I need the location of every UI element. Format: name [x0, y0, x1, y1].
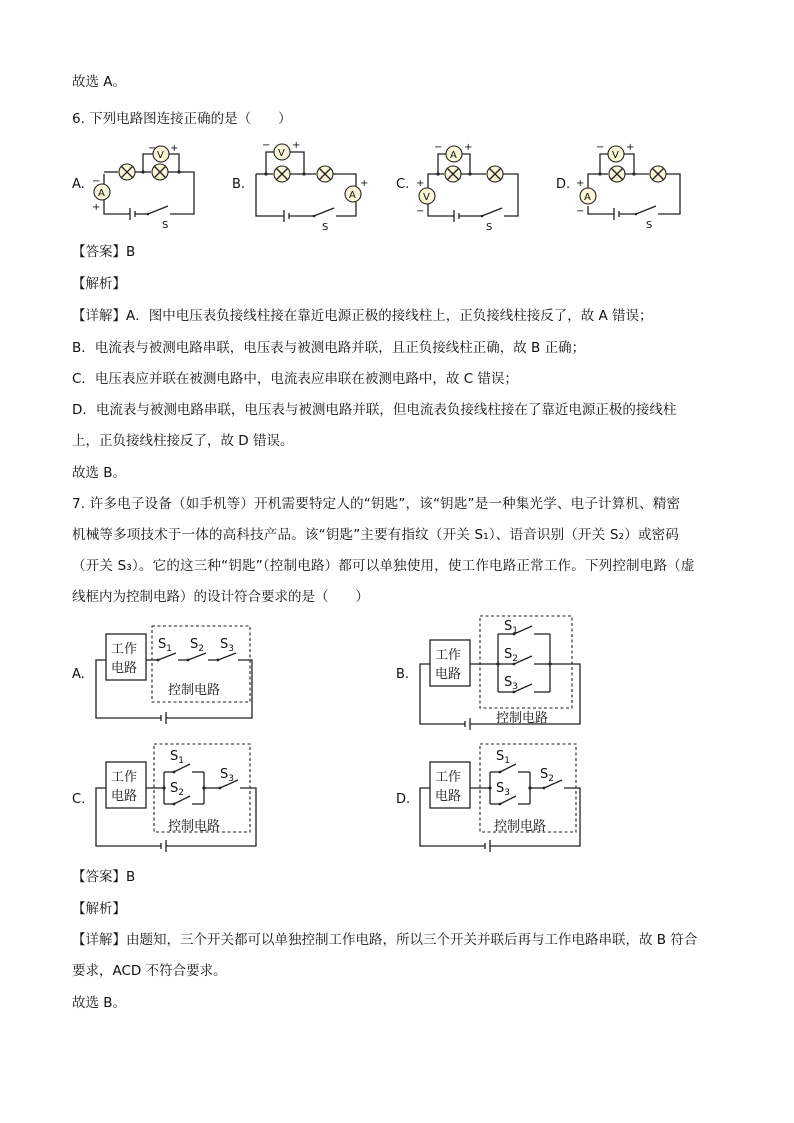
question-7-line-2: 机械等多项技术于一体的高科技产品。该“钥匙”主要有指纹（开关 S₁）、语音识别（开关 S₂）或密码 — [72, 527, 680, 543]
work-circuit-label-line-2: 电路 — [435, 789, 462, 804]
q7-detail-line-2: 要求，ACD 不符合要求。 — [72, 963, 227, 979]
terminal-plus: + — [92, 202, 101, 213]
question-6-title: 6. 下列电路图连接正确的是（ ） — [72, 111, 292, 127]
terminal-minus: − — [416, 206, 425, 217]
q7-option-b: B. — [396, 667, 410, 682]
switch-label: S — [162, 220, 169, 231]
q7-choose: 故选 B。 — [72, 995, 127, 1011]
q6-option-a: A. — [72, 177, 85, 192]
work-circuit-label-line-1: 工作 — [111, 642, 138, 657]
terminal-plus: + — [416, 178, 425, 189]
control-circuit-label: 控制电路 — [168, 819, 221, 834]
q7-option-a: A. — [72, 667, 85, 682]
switch-label-s2: $S_2$ — [190, 637, 204, 654]
control-circuit-label: 控制电路 — [494, 819, 547, 834]
q6-detail-d-cont: 上，正负接线柱接反了，故 D 错误。 — [72, 433, 294, 449]
q6-option-d: D. — [556, 177, 571, 192]
question-7-line-1: 7. 许多电子设备（如手机等）开机需要特定人的“钥匙”，该“钥匙”是一种集光学、电子计算机、精密 — [72, 496, 681, 512]
switch-label-s1: $S_1$ — [496, 749, 510, 766]
q6-option-c: C. — [396, 177, 410, 192]
q7-circuit-c — [92, 742, 262, 852]
q7-analysis-heading: 【解析】 — [72, 901, 126, 917]
q6-detail-c: C．电压表应并联在被测电路中，电流表应串联在被测电路中，故 C 错误； — [72, 371, 518, 387]
q6-detail-a: 【详解】A．图中电压表负接线柱接在靠近电源正极的接线柱上，正负接线柱接反了，故 A 错误； — [72, 308, 653, 324]
switch-label-s1: $S_1$ — [158, 637, 172, 654]
ammeter-label: A — [98, 188, 105, 199]
work-circuit-label-line-1: 工作 — [111, 770, 138, 785]
q6-detail-d: D．电流表与被测电路串联，电压表与被测电路并联，但电流表负接线柱接在了靠近电源正极的接线柱 — [72, 402, 677, 418]
switch-label-s3: $S_3$ — [220, 767, 234, 784]
terminal-minus: − — [434, 142, 443, 153]
terminal-plus: + — [292, 140, 301, 151]
work-circuit-label-line-1: 工作 — [435, 770, 462, 785]
terminal-minus: − — [92, 176, 101, 187]
text-line: 故选 A。 — [72, 74, 127, 90]
voltmeter-label: V — [612, 150, 619, 161]
voltmeter-label: V — [157, 150, 164, 161]
ammeter-label: A — [349, 190, 356, 201]
terminal-minus: − — [576, 206, 585, 217]
q6-choose: 故选 B。 — [72, 465, 127, 481]
q7-answer: 【答案】B — [72, 869, 136, 885]
terminal-plus: + — [576, 178, 585, 189]
terminal-plus: + — [360, 178, 369, 189]
switch-label-s3: $S_3$ — [504, 675, 518, 692]
terminal-minus: − — [596, 142, 605, 153]
q6-circuit-a — [90, 138, 200, 230]
work-circuit-label-line-2: 电路 — [111, 661, 138, 676]
switch-label: S — [486, 222, 493, 233]
switch-label-s2: $S_2$ — [540, 767, 554, 784]
control-circuit-frame — [480, 616, 572, 708]
switch-label: S — [322, 222, 329, 233]
q7-detail-line-1: 【详解】由题知，三个开关都可以单独控制工作电路，所以三个开关并联后再与工作电路串联，故 B 符合 — [72, 932, 698, 948]
terminal-minus: − — [148, 143, 157, 154]
ammeter-label: A — [450, 150, 457, 161]
question-7-line-3: （开关 S₃）。它的这三种“钥匙”（控制电路）都可以单独使用，使工作电路正常工作。下列控制电路（虚 — [72, 558, 695, 574]
voltmeter-label: V — [278, 148, 285, 159]
q6-circuit-b — [252, 138, 372, 233]
switch-label-s3: $S_3$ — [220, 637, 234, 654]
switch-label: S — [646, 220, 653, 231]
terminal-minus: − — [262, 140, 271, 151]
switch-label-s2: $S_2$ — [170, 781, 184, 798]
q6-detail-b: B．电流表与被测电路串联，电压表与被测电路并联，且正负接线柱正确，故 B 正确； — [72, 340, 586, 356]
q6-circuit-c — [414, 138, 524, 233]
control-circuit-label: 控制电路 — [168, 683, 221, 698]
terminal-plus: + — [464, 142, 473, 153]
switch-label-s3: $S_3$ — [496, 781, 510, 798]
q7-circuit-a — [94, 624, 254, 720]
q6-circuit-d — [574, 138, 684, 230]
q6-option-b: B. — [232, 177, 246, 192]
q7-option-c: C. — [72, 792, 86, 807]
q7-circuit-d — [416, 742, 586, 852]
terminal-plus: + — [626, 142, 635, 153]
q7-option-d: D. — [396, 792, 411, 807]
work-circuit-label-line-1: 工作 — [435, 648, 462, 663]
control-circuit-label: 控制电路 — [496, 711, 549, 726]
switch-label-s2: $S_2$ — [504, 647, 518, 664]
ammeter-label: A — [584, 192, 591, 203]
question-7-line-4: 线框内为控制电路）的设计符合要求的是（ ） — [72, 589, 369, 605]
switch-label-s1: $S_1$ — [170, 749, 184, 766]
voltmeter-label: V — [423, 192, 430, 203]
work-circuit-label-line-2: 电路 — [435, 667, 462, 682]
q7-circuit-b — [416, 614, 586, 730]
q6-analysis-heading: 【解析】 — [72, 276, 126, 292]
terminal-plus: + — [170, 143, 179, 154]
q6-answer: 【答案】B — [72, 244, 136, 260]
work-circuit-label-line-2: 电路 — [111, 789, 138, 804]
switch-label-s1: $S_1$ — [504, 619, 518, 636]
